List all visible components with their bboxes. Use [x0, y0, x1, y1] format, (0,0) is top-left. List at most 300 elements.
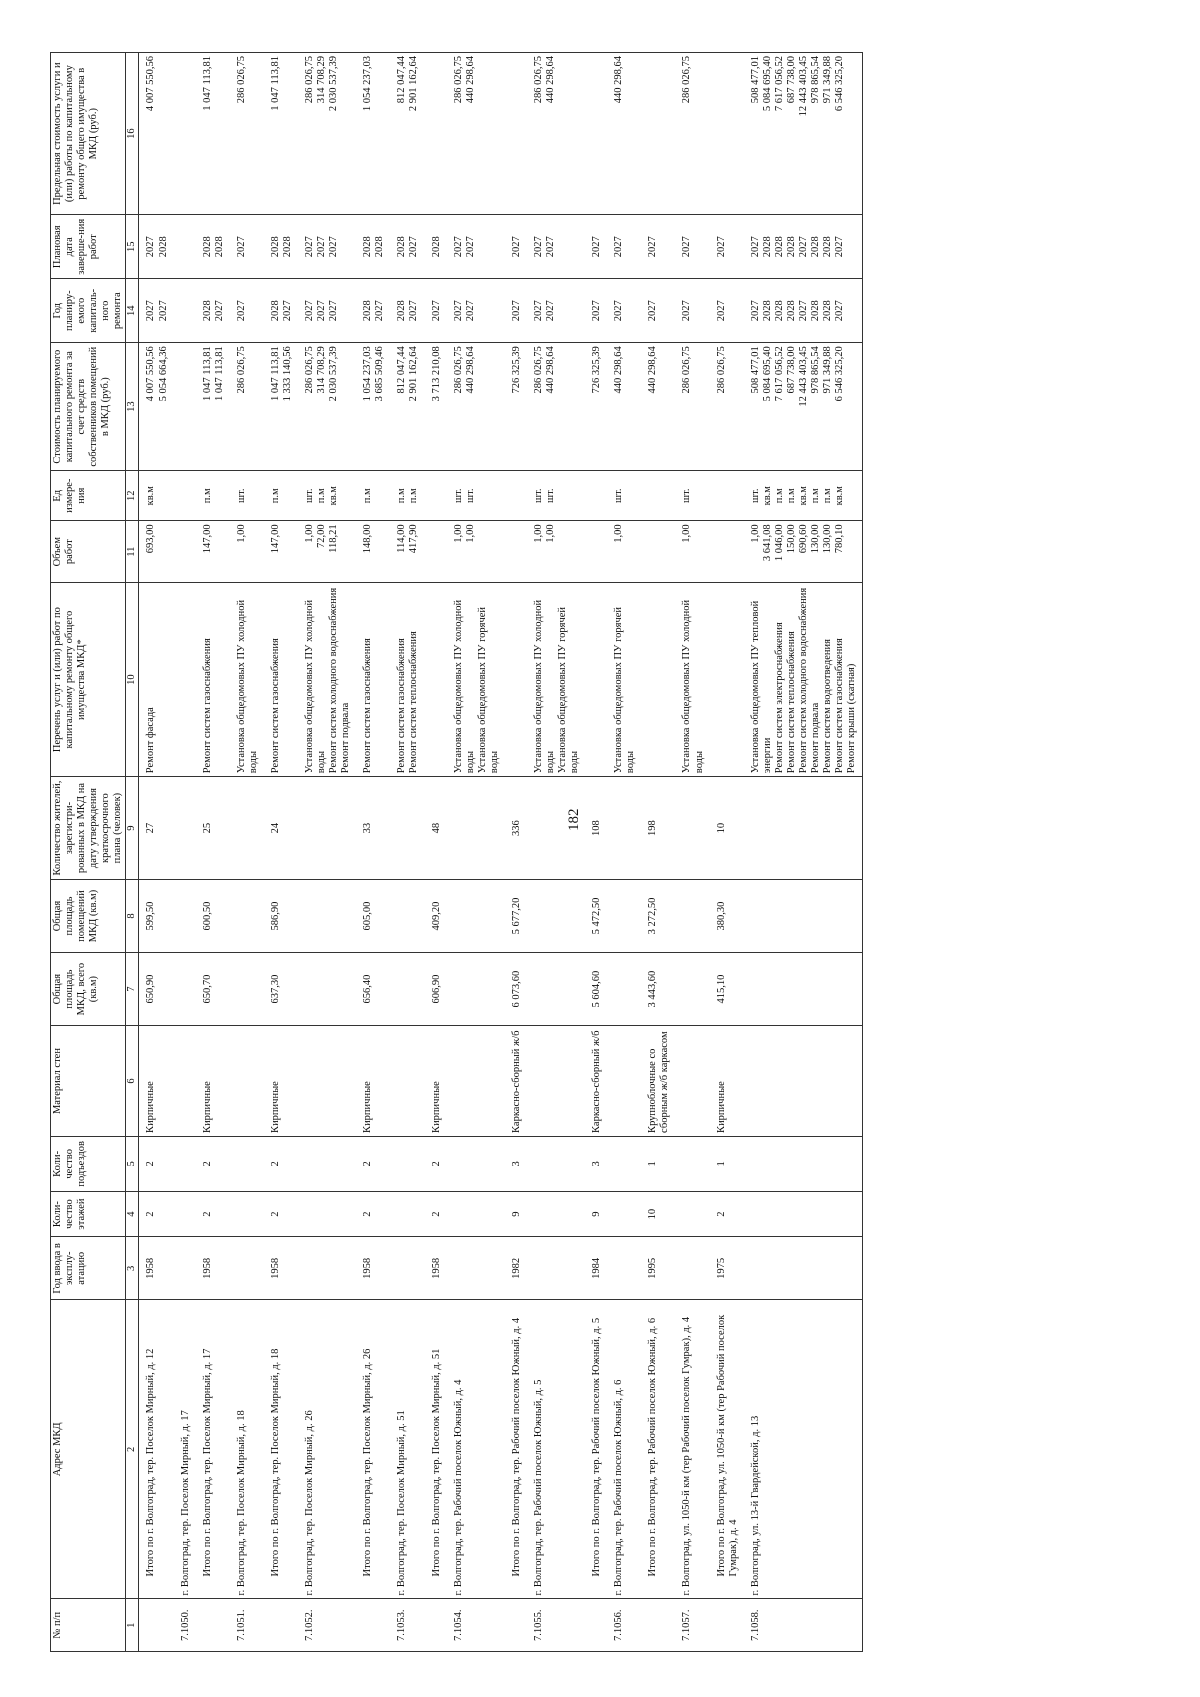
commission-year-cell: 1958	[425, 1237, 447, 1300]
limit-cost: 5 084 695,40	[761, 56, 773, 112]
area-premises-cell: 600,50	[196, 879, 230, 952]
work-cost-cell	[527, 343, 585, 471]
plan-year-cell	[641, 279, 675, 343]
row-number-cell: 7.1053.	[390, 1599, 424, 1652]
table-row	[230, 53, 264, 1652]
total-row	[585, 53, 607, 1652]
work-volume: 72,00	[316, 524, 328, 548]
total-row	[356, 53, 390, 1652]
work-cost-cell	[447, 343, 505, 471]
residents-count-cell: 336	[505, 777, 527, 880]
plan-year: 2028	[773, 300, 785, 322]
work-unit: п.м	[362, 488, 374, 504]
work-volume-cell	[390, 521, 424, 583]
wall-material-cell	[447, 1026, 505, 1137]
work-volume-cell	[298, 521, 356, 583]
work-cost: 2 901 162,64	[408, 346, 420, 402]
residents-count-cell: 27	[139, 777, 174, 880]
commission-year-cell: 1958	[139, 1237, 174, 1300]
entrances-count-cell: 1	[710, 1136, 744, 1191]
row-number-cell	[356, 1599, 390, 1652]
wall-material-cell	[675, 1026, 709, 1137]
row-number-cell: 7.1052.	[298, 1599, 356, 1652]
floors-count-cell: 9	[505, 1191, 527, 1237]
plan-year: 2027	[647, 300, 659, 322]
entrances-count-cell: 2	[196, 1136, 230, 1191]
floors-count-cell: 10	[641, 1191, 675, 1237]
end-date-cell	[230, 215, 264, 279]
commission-year-cell	[527, 1237, 585, 1300]
limit-cost-cell	[264, 53, 298, 215]
end-date: 2028	[213, 236, 225, 258]
work-cost: 5 054 664,36	[157, 346, 169, 402]
work-cost: 440 298,64	[613, 346, 625, 394]
floors-count-cell: 2	[710, 1191, 744, 1237]
end-date: 2027	[681, 236, 693, 258]
area-premises-cell	[447, 879, 505, 952]
end-date: 2028	[761, 236, 773, 258]
end-date: 2027	[452, 236, 464, 258]
commission-year-cell	[675, 1237, 709, 1300]
work-cost: 440 298,64	[464, 346, 476, 394]
address-cell: Итого по г. Волгоград, тер. Поселок Мирный, д. 51	[425, 1300, 447, 1599]
work-cost: 286 026,75	[681, 346, 693, 394]
work-unit: кв.м	[328, 486, 340, 506]
repair-plan-table	[50, 52, 863, 1652]
column-number: 1	[126, 1599, 139, 1652]
row-number-cell	[710, 1599, 744, 1652]
work-unit: шт.	[613, 488, 625, 503]
residents-count-cell: 198	[641, 777, 675, 880]
row-number-cell: 7.1051.	[230, 1599, 264, 1652]
plan-year: 2027	[213, 300, 225, 322]
work-item-cell	[505, 583, 527, 777]
wall-material-cell: Кирпичные	[139, 1026, 174, 1137]
limit-cost: 687 738,00	[785, 56, 797, 104]
area-total-cell: 5 604,60	[585, 953, 607, 1026]
column-number: 9	[126, 777, 139, 880]
commission-year-cell: 1984	[585, 1237, 607, 1300]
address-cell: г. Волгоград, тер. Рабочий поселок Южный, д. 4	[447, 1300, 505, 1599]
entrances-count-cell	[298, 1136, 356, 1191]
work-unit: кв.м	[797, 486, 809, 506]
work-unit: кв.м	[145, 486, 157, 506]
end-date-cell	[585, 215, 607, 279]
plan-year: 2027	[408, 300, 420, 322]
work-item: Ремонт систем газоснабжения	[201, 638, 213, 774]
floors-count-cell	[675, 1191, 709, 1237]
plan-year: 2027	[544, 300, 556, 322]
work-unit: шт.	[304, 488, 315, 503]
end-date: 2028	[374, 236, 386, 258]
work-unit-cell	[505, 471, 527, 521]
work-volume: 693,00	[145, 524, 157, 554]
work-volume: 1,00	[749, 524, 761, 543]
work-cost: 508 477,01	[749, 346, 761, 394]
floors-count-cell	[390, 1191, 424, 1237]
area-premises-cell: 380,30	[710, 879, 744, 952]
work-cost: 971 349,88	[822, 346, 834, 394]
work-unit-cell	[447, 471, 505, 521]
area-total-cell	[230, 953, 264, 1026]
column-number: 14	[126, 279, 139, 343]
limit-cost: 440 298,64	[544, 56, 556, 104]
area-total-cell: 3 443,60	[641, 953, 675, 1026]
work-item: Ремонт фасада	[145, 707, 157, 774]
work-cost: 314 708,29	[316, 346, 328, 394]
limit-cost: 440 298,64	[613, 56, 625, 104]
work-volume: 1,00	[304, 524, 315, 543]
end-date-cell	[675, 215, 709, 279]
column-number: 5	[126, 1136, 139, 1191]
work-unit-cell	[298, 471, 356, 521]
work-unit: шт.	[452, 488, 464, 503]
residents-count-cell	[174, 777, 196, 880]
row-number-cell: 7.1050.	[174, 1599, 196, 1652]
end-date: 2027	[834, 236, 846, 258]
work-cost: 726 325,39	[510, 346, 522, 394]
work-volume: 1,00	[544, 524, 556, 543]
area-total-cell	[298, 953, 356, 1026]
commission-year-cell	[230, 1237, 264, 1300]
commission-year-cell: 1995	[641, 1237, 675, 1300]
address-cell: Итого по г. Волгоград, тер. Рабочий поселок Южный, д. 4	[505, 1300, 527, 1599]
end-date-cell	[641, 215, 675, 279]
end-date: 2027	[145, 236, 157, 258]
work-item: Ремонт систем холодного водоснабжения	[797, 587, 809, 774]
area-total-cell: 606,90	[425, 953, 447, 1026]
entrances-count-cell	[607, 1136, 641, 1191]
work-cost: 440 298,64	[647, 346, 659, 394]
plan-year: 2027	[613, 300, 625, 322]
work-cost-cell	[264, 343, 298, 471]
work-volume-cell	[607, 521, 641, 583]
entrances-count-cell	[744, 1136, 863, 1191]
work-volume: 148,00	[362, 524, 374, 554]
work-cost-cell	[710, 343, 744, 471]
wall-material-cell: Кирпичные	[264, 1026, 298, 1137]
plan-year-cell	[710, 279, 744, 343]
entrances-count-cell: 2	[264, 1136, 298, 1191]
total-row	[425, 53, 447, 1652]
area-total-cell	[607, 953, 641, 1026]
total-row	[139, 53, 174, 1652]
work-cost: 1 054 237,03	[362, 346, 374, 402]
area-premises-cell	[230, 879, 264, 952]
limit-cost: 1 047 113,81	[269, 56, 281, 111]
total-row	[710, 53, 744, 1652]
work-item-cell	[585, 583, 607, 777]
commission-year-cell	[174, 1237, 196, 1300]
end-date-cell	[744, 215, 863, 279]
total-row	[196, 53, 230, 1652]
address-cell: Итого по г. Волгоград, тер. Рабочий поселок Южный, д. 6	[641, 1300, 675, 1599]
work-cost-cell	[230, 343, 264, 471]
limit-cost: 2 030 537,39	[328, 56, 340, 112]
work-unit-cell	[196, 471, 230, 521]
floors-count-cell	[174, 1191, 196, 1237]
work-item-cell	[675, 583, 709, 777]
limit-cost: 440 298,64	[464, 56, 476, 104]
work-volume: 1 046,00	[773, 524, 785, 562]
commission-year-cell	[390, 1237, 424, 1300]
area-premises-cell	[607, 879, 641, 952]
work-unit: шт.	[235, 488, 247, 503]
work-unit: п.м	[822, 488, 834, 504]
entrances-count-cell: 2	[356, 1136, 390, 1191]
end-date-cell	[298, 215, 356, 279]
repair-plan-table-sheet	[50, 52, 1180, 1652]
limit-cost: 286 026,75	[304, 56, 315, 104]
work-cost: 5 084 695,40	[761, 346, 773, 402]
end-date: 2028	[396, 236, 408, 258]
area-total-cell	[174, 953, 196, 1026]
floors-count-cell	[298, 1191, 356, 1237]
limit-cost: 2 901 162,64	[408, 56, 420, 112]
limit-cost-cell	[641, 53, 675, 215]
row-number-cell: 7.1057.	[675, 1599, 709, 1652]
row-number-cell: 7.1058.	[744, 1599, 863, 1652]
work-unit: п.м	[201, 488, 213, 504]
end-date-cell	[505, 215, 527, 279]
total-row	[641, 53, 675, 1652]
plan-year: 2027	[374, 300, 386, 322]
end-date: 2027	[464, 236, 476, 258]
limit-cost: 1 054 237,03	[362, 56, 374, 112]
work-cost: 1 333 140,56	[281, 346, 293, 402]
row-number-cell	[196, 1599, 230, 1652]
table-row	[607, 53, 641, 1652]
work-volume: 1,00	[235, 524, 247, 543]
residents-count-cell: 24	[264, 777, 298, 880]
plan-year: 2028	[761, 300, 773, 322]
commission-year-cell: 1982	[505, 1237, 527, 1300]
work-volume: 417,90	[408, 524, 420, 554]
area-total-cell: 415,10	[710, 953, 744, 1026]
floors-count-cell: 2	[425, 1191, 447, 1237]
work-cost: 1 047 113,81	[269, 346, 281, 401]
end-date: 2028	[822, 236, 834, 258]
floors-count-cell: 2	[264, 1191, 298, 1237]
entrances-count-cell	[675, 1136, 709, 1191]
plan-year-cell	[298, 279, 356, 343]
work-cost: 286 026,75	[235, 346, 247, 394]
plan-year-cell	[607, 279, 641, 343]
work-unit: п.м	[408, 488, 420, 504]
work-unit-cell	[710, 471, 744, 521]
row-number-cell: 7.1056.	[607, 1599, 641, 1652]
work-item: Установка общедомовых ПУ холодной воды	[681, 599, 705, 774]
plan-year: 2028	[269, 300, 281, 322]
end-date: 2028	[810, 236, 821, 258]
end-date: 2027	[715, 236, 727, 258]
work-volume-cell	[139, 521, 174, 583]
limit-cost: 1 047 113,81	[201, 56, 213, 111]
work-volume: 3 641,08	[761, 524, 773, 562]
column-number: 4	[126, 1191, 139, 1237]
plan-year: 2027	[834, 300, 846, 322]
entrances-count-cell: 2	[139, 1136, 174, 1191]
work-item-cell	[641, 583, 675, 777]
limit-cost-cell	[527, 53, 585, 215]
plan-year-cell	[264, 279, 298, 343]
plan-year: 2027	[281, 300, 293, 322]
header-cost: Стоимость планируемого капитального ремонта за счет средств собственников помещений в МКД (руб.)	[51, 343, 126, 471]
plan-year-cell	[230, 279, 264, 343]
wall-material-cell: Крупноблочные со сборным ж/б каркасом	[641, 1026, 675, 1137]
residents-count-cell	[675, 777, 709, 880]
plan-year-cell	[425, 279, 447, 343]
address-cell: Итого по г. Волгоград, тер. Поселок Мирный, д. 26	[356, 1300, 390, 1599]
work-volume: 130,00	[810, 524, 821, 554]
table-row	[527, 53, 585, 1652]
header-wall-material: Материал стен	[51, 1026, 126, 1137]
end-date-cell	[139, 215, 174, 279]
work-item: Установка общедомовых ПУ холодной воды	[235, 599, 259, 774]
header-address: Адрес МКД	[51, 1300, 126, 1599]
column-number: 11	[126, 521, 139, 583]
column-number: 12	[126, 471, 139, 521]
limit-cost: 286 026,75	[532, 56, 544, 104]
floors-count-cell: 2	[356, 1191, 390, 1237]
address-cell: г. Волгоград, тер. Поселок Мирный, д. 26	[298, 1300, 356, 1599]
area-total-cell	[744, 953, 863, 1026]
address-cell: Итого по г. Волгоград, тер. Рабочий поселок Южный, д. 5	[585, 1300, 607, 1599]
plan-year: 2027	[591, 300, 603, 322]
plan-year: 2028	[396, 300, 408, 322]
limit-cost-cell	[230, 53, 264, 215]
limit-cost: 12 443 403,45	[797, 56, 809, 117]
commission-year-cell	[298, 1237, 356, 1300]
area-premises-cell: 605,00	[356, 879, 390, 952]
row-number-cell: 7.1055.	[527, 1599, 585, 1652]
end-date: 2028	[281, 236, 293, 258]
header-num: № п/п	[51, 1599, 126, 1652]
work-cost: 687 738,00	[785, 346, 797, 394]
area-premises-cell	[675, 879, 709, 952]
table-row	[744, 53, 863, 1652]
area-premises-cell	[298, 879, 356, 952]
work-unit: п.м	[316, 488, 328, 504]
area-total-cell	[675, 953, 709, 1026]
address-cell: г. Волгоград, тер. Поселок Мирный, д. 17	[174, 1300, 196, 1599]
entrances-count-cell	[390, 1136, 424, 1191]
work-unit: шт.	[464, 488, 476, 503]
column-number: 8	[126, 879, 139, 952]
wall-material-cell: Кирпичные	[356, 1026, 390, 1137]
work-volume-cell	[264, 521, 298, 583]
area-total-cell: 650,70	[196, 953, 230, 1026]
floors-count-cell: 2	[139, 1191, 174, 1237]
work-unit: п.м	[396, 488, 408, 504]
limit-cost: 286 026,75	[681, 56, 693, 104]
commission-year-cell	[447, 1237, 505, 1300]
header-area-total: Общая площадь МКД, всего (кв.м)	[51, 953, 126, 1026]
limit-cost-cell	[710, 53, 744, 215]
wall-material-cell	[174, 1026, 196, 1137]
work-item: Установка общедомовых ПУ горячей воды	[557, 606, 581, 774]
work-cost-cell	[744, 343, 863, 471]
work-item: Установка общедомовых ПУ холодной воды	[452, 599, 476, 774]
address-cell: г. Волгоград, тер. Поселок Мирный, д. 51	[390, 1300, 424, 1599]
work-cost: 286 026,75	[304, 346, 315, 394]
header-row	[51, 53, 126, 1652]
table-row	[390, 53, 424, 1652]
work-volume: 1,00	[613, 524, 625, 543]
limit-cost-cell	[139, 53, 174, 215]
work-cost: 7 617 056,52	[773, 346, 785, 402]
plan-year: 2027	[304, 300, 315, 322]
wall-material-cell	[744, 1026, 863, 1137]
work-cost: 1 047 113,81	[201, 346, 213, 401]
address-cell: Итого по г. Волгоград, тер. Поселок Мирный, д. 17	[196, 1300, 230, 1599]
plan-year: 2027	[430, 300, 442, 322]
total-row	[264, 53, 298, 1652]
floors-count-cell	[527, 1191, 585, 1237]
work-item-cell	[174, 583, 196, 777]
plan-year-cell	[356, 279, 390, 343]
work-volume-cell	[230, 521, 264, 583]
end-date: 2027	[647, 236, 659, 258]
area-premises-cell: 5 677,20	[505, 879, 527, 952]
plan-year: 2027	[510, 300, 522, 322]
column-number: 6	[126, 1026, 139, 1137]
end-date: 2027	[235, 236, 247, 258]
column-number: 3	[126, 1237, 139, 1300]
work-cost-cell	[139, 343, 174, 471]
work-cost: 3 685 509,46	[374, 346, 386, 402]
work-item-cell	[744, 583, 863, 777]
residents-count-cell: 33	[356, 777, 390, 880]
table-row	[174, 53, 196, 1652]
plan-year: 2027	[452, 300, 464, 322]
address-cell: г. Волгоград, ул. 1050-й км (тер Рабочий поселок Гумрак), д. 4	[675, 1300, 709, 1599]
area-total-cell: 650,90	[139, 953, 174, 1026]
end-date: 2028	[430, 236, 442, 258]
area-premises-cell	[390, 879, 424, 952]
row-number-cell	[139, 1599, 174, 1652]
work-cost-cell	[174, 343, 196, 471]
work-volume-cell	[585, 521, 607, 583]
plan-year-cell	[585, 279, 607, 343]
work-volume-cell	[356, 521, 390, 583]
entrances-count-cell: 3	[585, 1136, 607, 1191]
area-premises-cell: 5 472,50	[585, 879, 607, 952]
work-volume: 147,00	[269, 524, 281, 554]
work-unit-cell	[607, 471, 641, 521]
header-year: Год ввода в эксплу-атацию	[51, 1237, 126, 1300]
column-number: 2	[126, 1300, 139, 1599]
row-number-cell	[425, 1599, 447, 1652]
header-unit: Ед измере-ния	[51, 471, 126, 521]
area-premises-cell: 409,20	[425, 879, 447, 952]
work-cost: 12 443 403,45	[797, 346, 809, 407]
limit-cost: 286 026,75	[452, 56, 464, 104]
work-item: Установка общедомовых ПУ горячей воды	[476, 606, 500, 774]
residents-count-cell	[447, 777, 505, 880]
work-volume-cell	[447, 521, 505, 583]
table-row	[447, 53, 505, 1652]
plan-year: 2027	[235, 300, 247, 322]
wall-material-cell: Кирпичные	[710, 1026, 744, 1137]
floors-count-cell	[744, 1191, 863, 1237]
floors-count-cell: 9	[585, 1191, 607, 1237]
end-date: 2027	[316, 236, 328, 258]
end-date-cell	[607, 215, 641, 279]
work-unit: шт.	[749, 488, 761, 503]
floors-count-cell: 2	[196, 1191, 230, 1237]
work-unit-cell	[744, 471, 863, 521]
